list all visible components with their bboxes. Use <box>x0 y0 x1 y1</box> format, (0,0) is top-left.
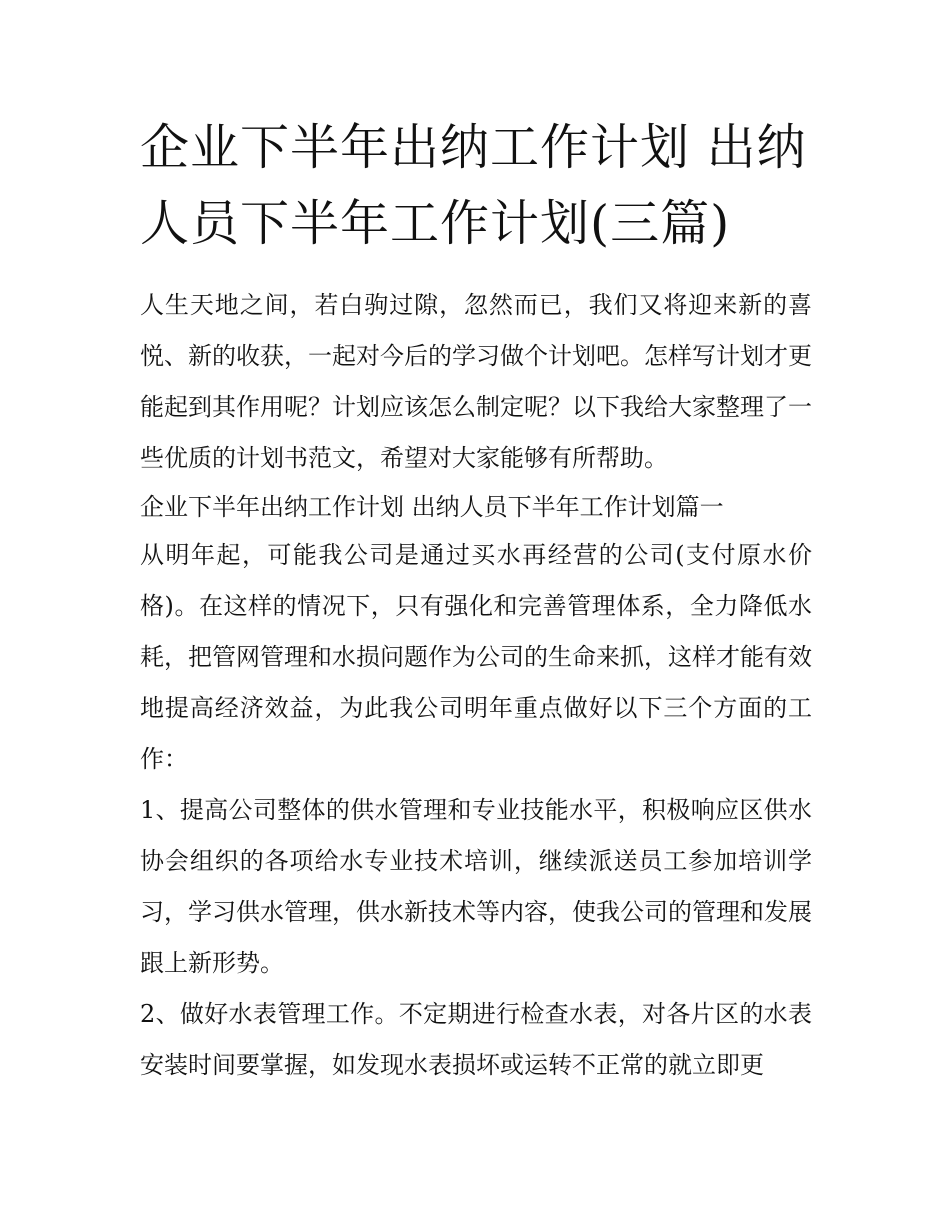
section-heading: 企业下半年出纳工作计划 出纳人员下半年工作计划篇一 <box>140 493 724 521</box>
body-paragraph: 从明年起，可能我公司是通过买水再经营的公司(支付原水价格)。在这样的情况下，只有强化和完善管理体系，全力降低水耗，把管网管理和水损问题作为公司的生命来抓，这样才能有效地提高经济效益，为此我公司明年重点做好以下三个方面的工作： <box>140 541 812 773</box>
list-item-1: 1、提高公司整体的供水管理和专业技能水平，积极响应区供水协会组织的各项给水专业技术培训，继续派送员工参加培训学习，学习供水管理，供水新技术等内容，使我公司的管理和发展跟上新形势。 <box>140 796 812 977</box>
document-title: 企业下半年出纳工作计划 出纳人员下半年工作计划(三篇) <box>140 119 807 252</box>
list-item-2: 2、做好水表管理工作。不定期进行检查水表，对各片区的水表安装时间要掌握，如发现水表损坏或运转不正常的就立即更 <box>140 1000 812 1079</box>
document-page <box>140 110 812 1091</box>
intro-paragraph: 人生天地之间，若白驹过隙，忽然而已，我们又将迎来新的喜悦、新的收获，一起对今后的学习做个计划吧。怎样写计划才更能起到其作用呢？计划应该怎么制定呢？以下我给大家整理了一些优质的计划书范文，希望对大家能够有所帮助。 <box>140 291 812 472</box>
